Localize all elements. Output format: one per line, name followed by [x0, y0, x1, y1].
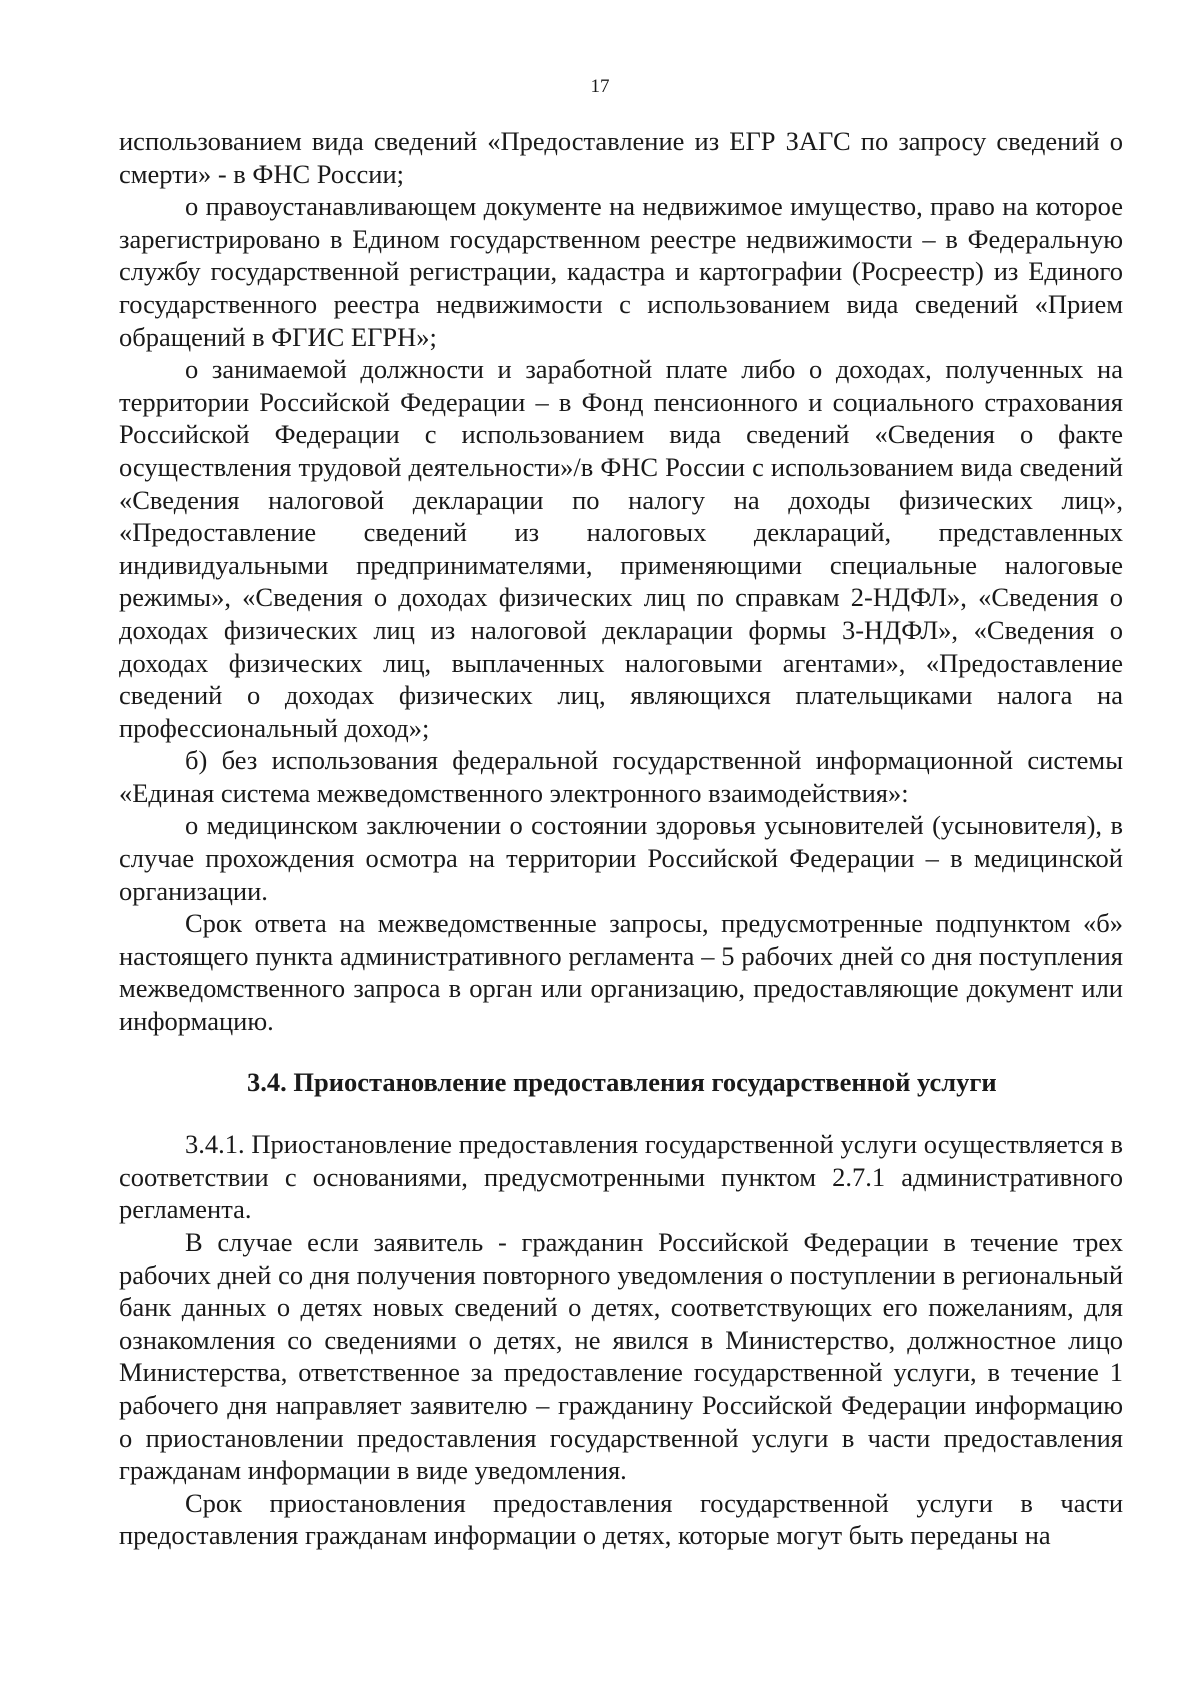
paragraph-3-4-1: 3.4.1. Приостановление предоставления государственной услуги осуществляется в соответствии с основаниями, предусмотренными пунктом 2.7.1 административного регламента.: [119, 1129, 1123, 1225]
paragraph-suspension-term: Срок приостановления предоставления государственной услуги в части предоставления гражданам информации о детях, которые могут быть переданы на: [119, 1487, 1123, 1551]
paragraph-item-b: б) без использования федеральной государственной информационной системы «Единая система межведомственного электронного взаимодействия»:: [119, 745, 1123, 808]
paragraph-response-term: Срок ответа на межведомственные запросы, предусмотренные подпунктом «б» настоящего пункта административного регламента – 5 рабочих дней со дня поступления межведомственного запроса в орган или организацию, предоставляющие документ или информацию.: [119, 908, 1123, 1037]
page-number: 17: [590, 76, 610, 97]
paragraph-applicant-case: В случае если заявитель - гражданин Российской Федерации в течение трех рабочих дней со дня получения повторного уведомления о поступлении в региональный банк данных о детях новых сведений о детях, соответствующих его пожеланиям, для ознакомления со сведениями о детях, не явился в Министерство, должностное лицо Министерства, ответственное за предоставление государственной услуги, в течение 1 рабочего дня направляет заявителю – гражданину Российской Федерации информацию о приостановлении предоставления государственной услуги в части предоставления гражданам информации в виде уведомления.: [119, 1227, 1123, 1486]
paragraph-medical: о медицинском заключении о состоянии здоровья усыновителей (усыновителя), в случае прохождения осмотра на территории Российской Федерации – в медицинской организации.: [119, 810, 1123, 906]
paragraph-income: о занимаемой должности и заработной плате либо о доходах, полученных на территории Российской Федерации – в Фонд пенсионного и социального страхования Российской Федерации с использованием вида сведений «Сведения о факте осуществления трудовой деятельности»/в ФНС России с использованием вида сведений «Сведения налоговой декларации по налогу на доходы физических лиц», «Предоставление сведений из налоговых деклараций, представленных индивидуальными предпринимателями, применяющими специальные налоговые режимы», «Сведения о доходах физических лиц по справкам 2-НДФЛ», «Сведения о доходах физических лиц из налоговой декларации формы 3-НДФЛ», «Сведения о доходах физических лиц, выплаченных налоговыми агентами», «Предоставление сведений о доходах физических лиц, являющихся плательщиками налога на профессиональный доход»;: [119, 354, 1123, 743]
paragraph-rosreestr: о правоустанавливающем документе на недвижимое имущество, право на которое зарегистрировано в Едином государственном реестре недвижимости – в Федеральную службу государственной регистрации, кадастра и картографии (Росреестр) из Единого государственного реестра недвижимости с использованием вида сведений «Прием обращений в ФГИС ЕГРН»;: [119, 191, 1123, 352]
paragraph-continuation: использованием вида сведений «Предоставление из ЕГР ЗАГС по запросу сведений о смерти» - в ФНС России;: [119, 126, 1123, 189]
section-heading: 3.4. Приостановление предоставления государственной услуги: [247, 1066, 997, 1097]
document-body: [119, 125, 1123, 1552]
